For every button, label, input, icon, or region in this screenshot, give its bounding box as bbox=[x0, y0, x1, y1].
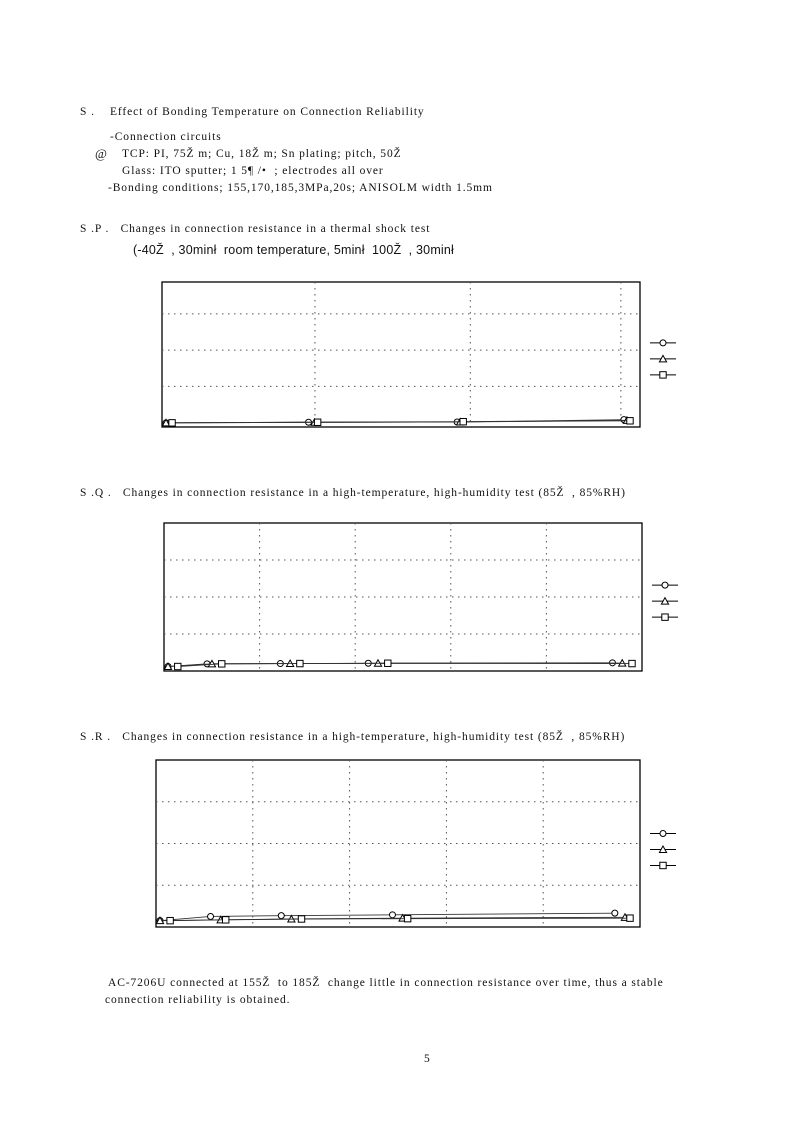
legend-marker-square bbox=[660, 372, 666, 378]
point-square bbox=[314, 419, 320, 425]
tcp-spec: TCP: PI, 75Ž m; Cu, 18Ž m; Sn plating; pitch, 50Ž bbox=[122, 148, 402, 160]
legend-marker-circle bbox=[660, 830, 666, 836]
section-heading: S . Effect of Bonding Temperature on Connection Reliability bbox=[80, 106, 425, 118]
point-square bbox=[298, 916, 304, 922]
conclusion-line-2: connection reliability is obtained. bbox=[105, 994, 291, 1006]
humidity-test-chart-2 bbox=[154, 758, 704, 930]
page-number: 5 bbox=[424, 1053, 430, 1065]
connection-circuits-label: -Connection circuits bbox=[110, 131, 222, 143]
series-line-square bbox=[178, 663, 632, 666]
point-square bbox=[385, 660, 391, 666]
humidity-test-chart-1 bbox=[162, 521, 702, 674]
legend-marker-square bbox=[660, 862, 666, 868]
chart1-heading: S .P . Changes in connection resistance in a thermal shock test bbox=[80, 223, 431, 235]
legend-marker-circle bbox=[660, 340, 666, 346]
point-square bbox=[460, 418, 466, 424]
plot-frame bbox=[162, 282, 640, 427]
point-square bbox=[222, 917, 228, 923]
point-square bbox=[219, 661, 225, 667]
point-square bbox=[169, 420, 175, 426]
point-circle bbox=[389, 912, 395, 918]
point-square bbox=[167, 917, 173, 923]
legend-marker-square bbox=[662, 614, 668, 620]
legend-marker-circle bbox=[662, 582, 668, 588]
point-square bbox=[404, 915, 410, 921]
thermal-shock-chart bbox=[160, 280, 710, 430]
point-circle bbox=[278, 913, 284, 919]
glass-spec: Glass: ITO sputter; 1 5¶ /• ; electrodes all over bbox=[122, 165, 384, 177]
chart3-heading: S .R . Changes in connection resistance in a high-temperature, high-humidity test (85Ž , 85%RH) bbox=[80, 731, 626, 743]
point-square bbox=[629, 660, 635, 666]
conclusion-line-1: AC-7206U connected at 155Ž to 185Ž change little in connection resistance over time, thus a stable bbox=[108, 977, 664, 989]
bullet-mark: @ bbox=[95, 146, 108, 161]
point-square bbox=[627, 418, 633, 424]
point-square bbox=[297, 660, 303, 666]
chart1-condition: (-40Ž , 30minł room temperature, 5minł 100Ž , 30minł bbox=[133, 243, 455, 257]
point-circle bbox=[208, 913, 214, 919]
bonding-conditions: -Bonding conditions; 155,170,185,3MPa,20s; ANISOLM width 1.5mm bbox=[108, 182, 493, 194]
plot-frame bbox=[164, 523, 642, 671]
point-circle bbox=[612, 910, 618, 916]
point-square bbox=[175, 663, 181, 669]
chart2-heading: S .Q . Changes in connection resistance in a high-temperature, high-humidity test (85Ž , 85%RH) bbox=[80, 487, 626, 499]
point-square bbox=[627, 915, 633, 921]
